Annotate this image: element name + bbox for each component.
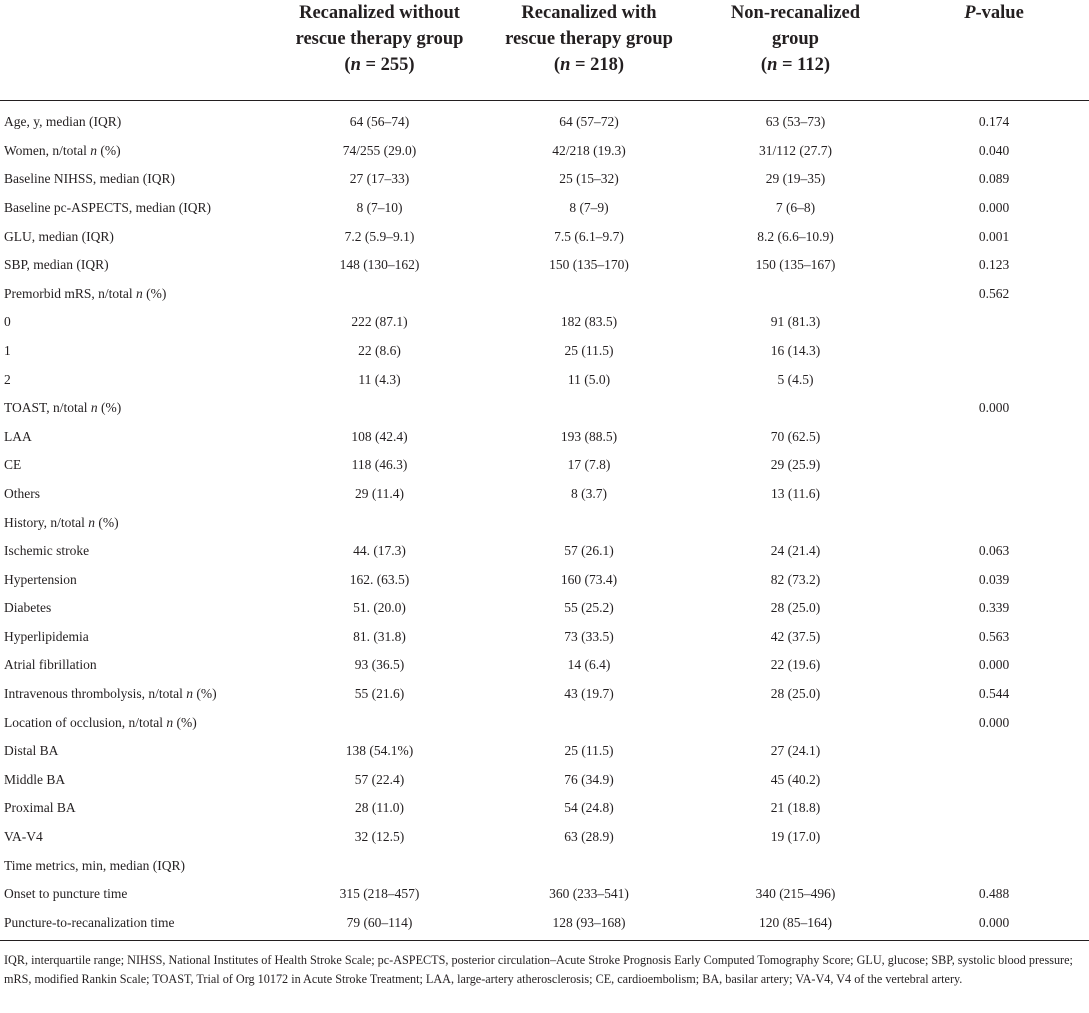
value-non-recanalized: 21 (18.8) [770, 800, 821, 816]
value-recanalized-with-rescue: 25 (11.5) [564, 342, 614, 358]
row-label: Baseline pc-ASPECTS, median (IQR) [4, 199, 211, 215]
value-non-recanalized: 27 (24.1) [770, 743, 821, 759]
table-row [0, 680, 1089, 709]
value-recanalized-with-rescue: 42/218 (19.3) [552, 142, 626, 158]
row-label: Intravenous thrombolysis, n/total n (%) [4, 686, 217, 702]
row-label: Others [4, 485, 40, 501]
value-recanalized-with-rescue [486, 508, 692, 537]
p-value [899, 365, 1089, 394]
value-recanalized-without-rescue: 32 (12.5) [354, 829, 405, 845]
p-value: 0.000 [978, 657, 1010, 673]
table-row [0, 222, 1089, 251]
value-recanalized-with-rescue: 54 (24.8) [564, 800, 614, 816]
table-row [0, 508, 1089, 537]
row-label: Premorbid mRS, n/total n (%) [4, 285, 167, 301]
value-non-recanalized: 70 (62.5) [770, 428, 821, 444]
p-value [899, 480, 1089, 509]
p-value: 0.063 [978, 543, 1010, 559]
value-non-recanalized: 28 (25.0) [770, 600, 821, 616]
value-recanalized-without-rescue: 44. (17.3) [353, 543, 406, 559]
p-value: 0.000 [978, 400, 1010, 416]
value-recanalized-with-rescue [486, 851, 692, 880]
p-value: 0.089 [978, 171, 1010, 187]
value-recanalized-with-rescue: 55 (25.2) [564, 600, 614, 616]
value-recanalized-with-rescue: 128 (93–168) [486, 909, 692, 941]
table-row [0, 823, 1089, 852]
value-non-recanalized: 13 (11.6) [771, 485, 820, 501]
value-recanalized-without-rescue: 315 (218–457) [339, 886, 420, 902]
value-non-recanalized: 63 (53–73) [765, 113, 826, 129]
row-label: 2 [4, 371, 11, 387]
row-label: Puncture-to-recanalization time [0, 909, 273, 941]
header-recanalized-with-rescue: Recanalized with rescue therapy group (n = 218) [486, 0, 692, 100]
value-recanalized-with-rescue: 14 (6.4) [567, 657, 611, 673]
value-recanalized-with-rescue: 43 (19.7) [564, 686, 614, 702]
value-non-recanalized: 29 (19–35) [765, 171, 826, 187]
value-recanalized-without-rescue: 27 (17–33) [349, 171, 410, 187]
value-recanalized-with-rescue: 360 (233–541) [549, 886, 629, 902]
value-non-recanalized: 5 (4.5) [777, 371, 814, 387]
table-row [0, 365, 1089, 394]
table-footnote: IQR, interquartile range; NIHSS, National Institutes of Health Stroke Scale; pc-ASPECTS, posterior circulation–Acute Stroke Prognosis Early Computed Tomography Score; GLU, glucose; SBP, systolic blood pressure; mRS, modified Rankin Scale; TOAST, Trial of Org 10172 in Acute Stroke Treatment; LAA, large-artery atherosclerosis; CE, cardioembolism; BA, basilar artery; VA-V4, V4 of the vertebral artery. [4, 953, 1073, 986]
row-label: 1 [4, 342, 11, 358]
value-recanalized-with-rescue [486, 394, 692, 423]
p-value [899, 337, 1089, 366]
value-non-recanalized [692, 851, 899, 880]
header-row [0, 0, 1089, 100]
row-label: Location of occlusion, n/total n (%) [4, 714, 197, 730]
value-non-recanalized: 42 (37.5) [770, 628, 821, 644]
p-value: 0.001 [978, 228, 1010, 244]
row-label: LAA [4, 428, 32, 444]
value-recanalized-with-rescue: 63 (28.9) [564, 829, 614, 845]
value-recanalized-without-rescue [273, 279, 486, 308]
row-label: Proximal BA [4, 800, 76, 816]
value-recanalized-without-rescue [273, 851, 486, 880]
row-label: Time metrics, min, median (IQR) [4, 857, 185, 873]
p-value: 0.563 [978, 628, 1010, 644]
value-non-recanalized [692, 508, 899, 537]
value-non-recanalized: 22 (19.6) [770, 657, 821, 673]
value-recanalized-with-rescue: 17 (7.8) [567, 457, 611, 473]
value-recanalized-with-rescue: 160 (73.4) [560, 571, 618, 587]
row-label: CE [4, 457, 22, 473]
value-recanalized-with-rescue: 8 (3.7) [571, 485, 607, 501]
p-value: 0.174 [978, 113, 1010, 129]
p-value [899, 766, 1089, 795]
table-row [0, 794, 1089, 823]
p-value: 0.562 [978, 285, 1010, 301]
row-label: Distal BA [4, 743, 59, 759]
value-recanalized-without-rescue: 29 (11.4) [355, 485, 404, 501]
p-value [899, 508, 1089, 537]
table-row [0, 279, 1089, 308]
table-row [0, 100, 1089, 137]
header-empty-cell [0, 0, 273, 100]
value-recanalized-with-rescue: 76 (34.9) [564, 771, 614, 787]
value-recanalized-with-rescue: 7.5 (6.1–9.7) [554, 228, 624, 244]
value-recanalized-without-rescue: 11 (4.3) [358, 371, 401, 387]
row-label: VA-V4 [4, 829, 43, 845]
table-row [0, 165, 1089, 194]
p-value [899, 851, 1089, 880]
table-row [0, 909, 1089, 941]
value-non-recanalized: 19 (17.0) [770, 829, 821, 845]
value-recanalized-without-rescue [273, 708, 486, 737]
row-label: Age, y, median (IQR) [4, 113, 122, 129]
table-row [0, 565, 1089, 594]
value-recanalized-with-rescue: 73 (33.5) [564, 628, 614, 644]
value-recanalized-with-rescue: 11 (5.0) [567, 371, 611, 387]
table-row [0, 194, 1089, 223]
value-recanalized-without-rescue: 57 (22.4) [354, 771, 405, 787]
value-non-recanalized [692, 279, 899, 308]
p-value [899, 823, 1089, 852]
header-p-value: P-value [899, 0, 1089, 100]
value-recanalized-without-rescue: 118 (46.3) [351, 457, 408, 473]
p-value [899, 422, 1089, 451]
row-label: Women, n/total n (%) [4, 142, 121, 158]
value-recanalized-without-rescue [273, 394, 486, 423]
p-value: 0.544 [978, 686, 1010, 702]
value-recanalized-without-rescue: 22 (8.6) [358, 342, 401, 358]
row-label: Atrial fibrillation [4, 657, 97, 673]
value-non-recanalized: 120 (85–164) [692, 909, 899, 941]
row-label: Hypertension [4, 571, 77, 587]
value-non-recanalized: 28 (25.0) [770, 686, 821, 702]
table-row [0, 394, 1089, 423]
table-row [0, 451, 1089, 480]
value-non-recanalized: 31/112 (27.7) [759, 142, 832, 158]
table-row [0, 537, 1089, 566]
table-row [0, 308, 1089, 337]
p-value [899, 794, 1089, 823]
value-recanalized-without-rescue: 28 (11.0) [355, 800, 404, 816]
row-label: GLU, median (IQR) [4, 228, 114, 244]
header-non-recanalized: Non-recanalized group (n = 112) [692, 0, 899, 100]
value-recanalized-with-rescue: 8 (7–9) [569, 199, 609, 215]
table-row [0, 737, 1089, 766]
value-recanalized-without-rescue: 148 (130–162) [339, 257, 420, 273]
value-non-recanalized: 45 (40.2) [770, 771, 821, 787]
table-row [0, 594, 1089, 623]
value-recanalized-without-rescue: 81. (31.8) [353, 628, 406, 644]
row-label: Onset to puncture time [4, 886, 128, 902]
p-value: 0.488 [978, 886, 1010, 902]
row-label: Hyperlipidemia [4, 628, 89, 644]
value-non-recanalized: 82 (73.2) [770, 571, 821, 587]
value-recanalized-with-rescue [486, 708, 692, 737]
value-recanalized-with-rescue: 150 (135–170) [549, 257, 629, 273]
p-value: 0.039 [978, 571, 1010, 587]
value-recanalized-with-rescue: 57 (26.1) [564, 543, 614, 559]
value-recanalized-without-rescue: 162. (63.5) [349, 571, 410, 587]
value-recanalized-without-rescue: 8 (7–10) [356, 199, 403, 215]
p-value [899, 451, 1089, 480]
row-label: Ischemic stroke [4, 543, 90, 559]
value-recanalized-with-rescue: 25 (15–32) [559, 171, 619, 187]
table-row [0, 251, 1089, 280]
value-recanalized-with-rescue: 182 (83.5) [560, 314, 618, 330]
value-recanalized-without-rescue: 93 (36.5) [354, 657, 405, 673]
row-label: History, n/total n (%) [4, 514, 119, 530]
value-recanalized-without-rescue: 64 (56–74) [349, 113, 410, 129]
table-row [0, 480, 1089, 509]
table-body [0, 100, 1089, 941]
p-value [899, 308, 1089, 337]
value-recanalized-with-rescue: 193 (88.5) [560, 428, 618, 444]
row-label: Diabetes [4, 600, 52, 616]
table-row [0, 623, 1089, 652]
table-row [0, 766, 1089, 795]
p-value: 0.040 [978, 142, 1010, 158]
value-non-recanalized [692, 394, 899, 423]
value-non-recanalized: 91 (81.3) [770, 314, 821, 330]
value-non-recanalized: 16 (14.3) [770, 342, 821, 358]
value-recanalized-without-rescue: 108 (42.4) [351, 428, 408, 444]
table-row [0, 851, 1089, 880]
p-value: 0.123 [978, 257, 1010, 273]
table-row [0, 137, 1089, 166]
row-label: 0 [4, 314, 11, 330]
table-row [0, 422, 1089, 451]
row-label: Middle BA [4, 771, 66, 787]
value-non-recanalized [692, 708, 899, 737]
table-row [0, 708, 1089, 737]
value-recanalized-without-rescue: 7.2 (5.9–9.1) [344, 228, 415, 244]
value-non-recanalized: 150 (135–167) [755, 257, 836, 273]
table-row [0, 880, 1089, 909]
table-row [0, 337, 1089, 366]
value-recanalized-without-rescue: 55 (21.6) [354, 686, 405, 702]
table-row [0, 651, 1089, 680]
value-recanalized-with-rescue: 64 (57–72) [559, 113, 619, 129]
row-label: SBP, median (IQR) [4, 257, 109, 273]
row-label: TOAST, n/total n (%) [4, 400, 122, 416]
row-label: Baseline NIHSS, median (IQR) [4, 171, 175, 187]
p-value [899, 737, 1089, 766]
value-non-recanalized: 24 (21.4) [770, 543, 821, 559]
value-recanalized-without-rescue: 138 (54.1%) [345, 743, 414, 759]
p-value: 0.339 [978, 600, 1010, 616]
value-recanalized-without-rescue: 222 (87.1) [351, 314, 408, 330]
value-recanalized-with-rescue: 25 (11.5) [564, 743, 614, 759]
value-recanalized-without-rescue: 79 (60–114) [273, 909, 486, 941]
value-recanalized-with-rescue [486, 279, 692, 308]
p-value: 0.000 [978, 199, 1010, 215]
value-recanalized-without-rescue: 51. (20.0) [353, 600, 406, 616]
value-non-recanalized: 8.2 (6.6–10.9) [757, 228, 834, 244]
value-non-recanalized: 7 (6–8) [775, 199, 816, 215]
p-value: 0.000 [899, 909, 1089, 941]
value-recanalized-without-rescue [273, 508, 486, 537]
p-value: 0.000 [978, 714, 1010, 730]
header-recanalized-without-rescue: Recanalized without rescue therapy group (n = 255) [273, 0, 486, 100]
value-recanalized-without-rescue: 74/255 (29.0) [342, 142, 417, 158]
value-non-recanalized: 29 (25.9) [770, 457, 821, 473]
value-non-recanalized: 340 (215–496) [755, 886, 836, 902]
